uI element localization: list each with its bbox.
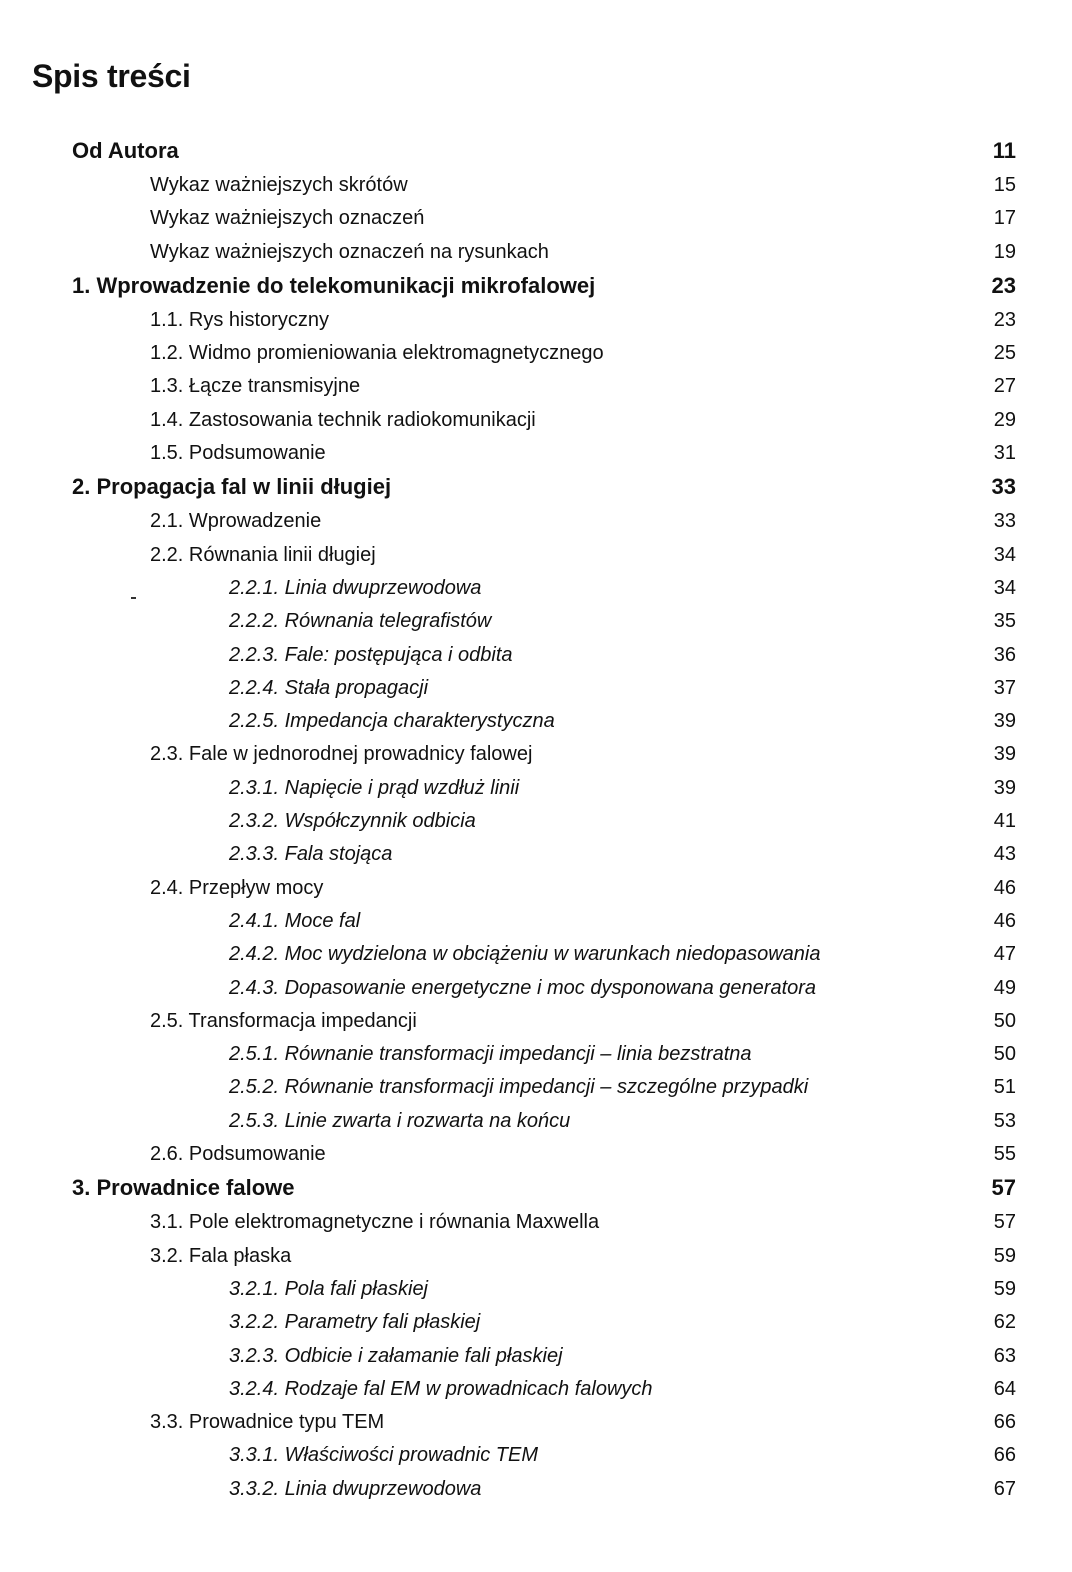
toc-entry-title: 2.3.3. Fala stojąca	[229, 843, 393, 866]
toc-entry-title: 3. Prowadnice falowe	[72, 1175, 295, 1201]
toc-section-entry	[0, 872, 1072, 905]
toc-page-number: 50	[993, 1009, 1016, 1032]
toc-entry-title: 3.3.2. Linia dwuprzewodowa	[229, 1477, 482, 1500]
toc-subsection-entry	[0, 639, 1072, 672]
toc-entry-title: 3.2.1. Pola fali płaskiej	[229, 1277, 429, 1300]
toc-section-entry	[0, 337, 1072, 370]
toc-section-entry	[0, 304, 1072, 337]
toc-page-number: 29	[993, 408, 1016, 431]
toc-entry-title: 2.5.2. Równanie transformacji impedancji – szczególne przypadki	[229, 1076, 809, 1099]
toc-entry-title: 2.3. Fale w jednorodnej prowadnicy falowej	[150, 743, 533, 766]
toc-chapter-entry	[0, 134, 1072, 169]
toc-chapter-entry	[0, 470, 1072, 505]
toc-entry-title: 3.3. Prowadnice typu TEM	[150, 1411, 385, 1434]
toc-page-number: 39	[993, 710, 1016, 733]
toc-page-number: 50	[993, 1043, 1016, 1066]
toc-subsection-entry	[0, 905, 1072, 938]
toc-page-number: 19	[993, 240, 1016, 263]
toc-subsection-entry	[0, 605, 1072, 638]
toc-page-number: 31	[993, 442, 1016, 465]
toc-section-entry	[0, 437, 1072, 470]
toc-page-number: 36	[993, 643, 1016, 666]
toc-entry-title: 2.5.1. Równanie transformacji impedancji – linia bezstratna	[229, 1043, 752, 1066]
toc-subsection-entry	[0, 1071, 1072, 1104]
toc-entry-title: 2.4.1. Moce fal	[229, 909, 361, 932]
toc-subsection-entry	[0, 1340, 1072, 1373]
toc-subsection-entry	[0, 1306, 1072, 1339]
toc-page-number: 46	[993, 876, 1016, 899]
toc-entry-title: 1. Wprowadzenie do telekomunikacji mikrofalowej	[72, 272, 596, 298]
toc-page-number: 41	[993, 810, 1016, 833]
toc-entry-title: Wykaz ważniejszych oznaczeń na rysunkach	[150, 240, 549, 263]
toc-subsection-entry	[0, 1105, 1072, 1138]
toc-entry-title: 1.5. Podsumowanie	[150, 442, 326, 465]
toc-subsection-entry	[0, 1038, 1072, 1071]
toc-entry-title: 3.2.3. Odbicie i załamanie fali płaskiej	[229, 1344, 563, 1367]
toc-entry-title: 3.3.1. Właściwości prowadnic TEM	[229, 1444, 538, 1467]
toc-page-number: 23	[991, 272, 1016, 298]
toc-subsection-entry	[0, 672, 1072, 705]
toc-entry-title: 2.2. Równania linii długiej	[150, 543, 376, 566]
toc-page-number: 47	[993, 943, 1016, 966]
toc-page-number: 23	[993, 308, 1016, 331]
toc-page-number: 57	[991, 1175, 1016, 1201]
toc-chapter-entry	[0, 1171, 1072, 1206]
toc-entry-title: 1.1. Rys historyczny	[150, 308, 329, 331]
toc-entry-title: 2.6. Podsumowanie	[150, 1143, 326, 1166]
toc-subsection-entry	[0, 772, 1072, 805]
toc-subsection-entry	[0, 938, 1072, 971]
toc-entry-title: 1.2. Widmo promieniowania elektromagnetycznego	[150, 342, 604, 365]
toc-page-number: 49	[993, 976, 1016, 999]
toc-subsection-entry	[0, 1273, 1072, 1306]
toc-subsection-entry	[0, 805, 1072, 838]
toc-entry-title: 2.3.1. Napięcie i prąd wzdłuż linii	[229, 776, 520, 799]
toc-section-entry	[0, 202, 1072, 235]
toc-page-number: 39	[993, 776, 1016, 799]
toc-page-number: 62	[993, 1311, 1016, 1334]
toc-entry-title: 2.4. Przepływ mocy	[150, 876, 324, 899]
toc-page-number: 33	[991, 474, 1016, 500]
toc-entry-title: 2.5. Transformacja impedancji	[150, 1009, 417, 1032]
toc-entry-title: 2.1. Wprowadzenie	[150, 510, 322, 533]
toc-entry-title: 2.4.2. Moc wydzielona w obciążeniu w warunkach niedopasowania	[229, 943, 821, 966]
toc-entry-title: Wykaz ważniejszych oznaczeń	[150, 207, 425, 230]
toc-page-number: 37	[993, 676, 1016, 699]
toc-section-entry	[0, 370, 1072, 403]
toc-page-number: 39	[993, 743, 1016, 766]
toc-page-number: 51	[993, 1076, 1016, 1099]
toc-page-number: 63	[993, 1344, 1016, 1367]
toc-entry-title: 2.2.4. Stała propagacji	[229, 676, 429, 699]
toc-subsection-entry	[0, 705, 1072, 738]
toc-section-entry	[0, 404, 1072, 437]
toc-entry-title: 2.2.3. Fale: postępująca i odbita	[229, 643, 513, 666]
toc-page-number: 46	[993, 909, 1016, 932]
toc-page-number: 34	[993, 543, 1016, 566]
stray-scan-mark	[131, 597, 136, 599]
toc-section-entry	[0, 1406, 1072, 1439]
toc-entry-title: 2.5.3. Linie zwarta i rozwarta na końcu	[229, 1109, 571, 1132]
toc-page-number: 53	[993, 1109, 1016, 1132]
toc-page-number: 66	[993, 1444, 1016, 1467]
toc-page-number: 64	[993, 1377, 1016, 1400]
toc-entry-title: 2. Propagacja fal w linii długiej	[72, 474, 392, 500]
toc-entry-title: 3.1. Pole elektromagnetyczne i równania Maxwella	[150, 1211, 600, 1234]
toc-entry-title: 2.2.1. Linia dwuprzewodowa	[229, 576, 482, 599]
toc-page-number: 55	[993, 1143, 1016, 1166]
toc-section-entry	[0, 1240, 1072, 1273]
toc-entry-title: 3.2. Fala płaska	[150, 1244, 292, 1267]
toc-chapter-entry	[0, 269, 1072, 304]
toc-page-number: 17	[993, 207, 1016, 230]
toc-page-number: 43	[993, 843, 1016, 866]
toc-entry-title: Wykaz ważniejszych skrótów	[150, 174, 408, 196]
toc-page-number: 66	[993, 1411, 1016, 1434]
toc-subsection-entry	[0, 572, 1072, 605]
toc-entry-title: Od Autora	[72, 138, 179, 163]
toc-entry-title: 2.2.5. Impedancja charakterystyczna	[229, 710, 555, 733]
toc-section-entry	[0, 236, 1072, 269]
toc-section-entry	[0, 1206, 1072, 1239]
toc-page-number: 27	[993, 375, 1016, 398]
toc-page-number: 34	[993, 576, 1016, 599]
toc-entry-title: 1.4. Zastosowania technik radiokomunikacji	[150, 408, 536, 431]
toc-subsection-entry	[0, 838, 1072, 871]
toc-page-number: 11	[992, 138, 1016, 163]
toc-page-number: 15	[993, 174, 1016, 196]
table-of-contents	[0, 134, 1072, 1506]
toc-page-number: 25	[993, 342, 1016, 365]
page-title: Spis treści	[32, 58, 191, 94]
toc-section-entry	[0, 1138, 1072, 1171]
toc-section-entry	[0, 539, 1072, 572]
toc-section-entry	[0, 505, 1072, 538]
toc-entry-title: 2.2.2. Równania telegrafistów	[229, 610, 492, 633]
toc-page-number: 35	[993, 610, 1016, 633]
toc-page-number: 59	[993, 1277, 1016, 1300]
toc-page-number: 57	[993, 1211, 1016, 1234]
toc-page-number: 59	[993, 1244, 1016, 1267]
toc-subsection-entry	[0, 1473, 1072, 1506]
toc-entry-title: 2.4.3. Dopasowanie energetyczne i moc dysponowana generatora	[229, 976, 817, 999]
toc-page-number: 67	[993, 1477, 1016, 1500]
toc-page-number: 33	[993, 510, 1016, 533]
toc-entry-title: 3.2.2. Parametry fali płaskiej	[229, 1311, 481, 1334]
toc-section-entry	[0, 1005, 1072, 1038]
toc-section-entry	[0, 738, 1072, 771]
toc-section-entry	[0, 169, 1072, 202]
toc-entry-title: 2.3.2. Współczynnik odbicia	[229, 810, 476, 833]
toc-subsection-entry	[0, 972, 1072, 1005]
toc-entry-title: 3.2.4. Rodzaje fal EM w prowadnicach falowych	[229, 1377, 653, 1400]
toc-subsection-entry	[0, 1373, 1072, 1406]
toc-subsection-entry	[0, 1439, 1072, 1472]
toc-entry-title: 1.3. Łącze transmisyjne	[150, 375, 361, 398]
